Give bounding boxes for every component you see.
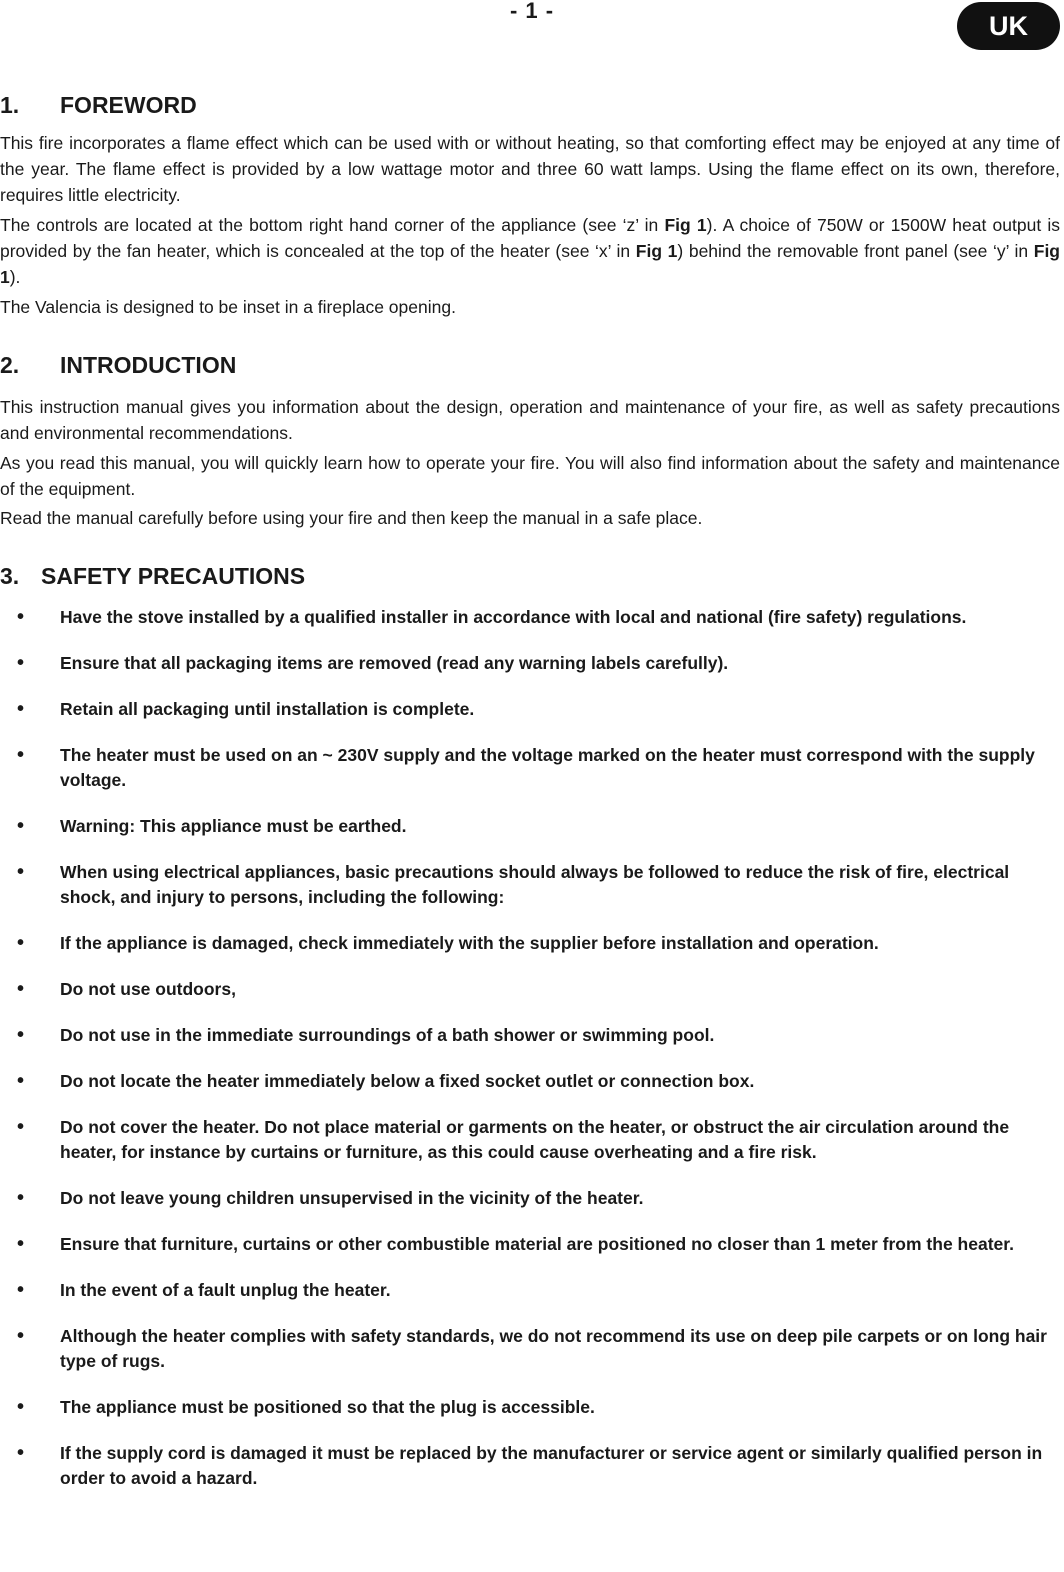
bullet-icon: • bbox=[17, 861, 25, 883]
safety-item-text: If the supply cord is damaged it must be replaced by the manufacturer or service agent or similarly qualified person in order to avoid a hazard. bbox=[60, 1443, 1043, 1488]
bullet-icon: • bbox=[17, 652, 25, 674]
safety-item bbox=[0, 743, 1060, 793]
safety-item-text: Although the heater complies with safety standards, we do not recommend its use on deep pile carpets or on long hair type of rugs. bbox=[60, 1326, 1047, 1371]
safety-item-text: Do not cover the heater. Do not place material or garments on the heater, or obstruct the air circulation around the heater, for instance by curtains or furniture, as this could cause overheating and a fire risk. bbox=[60, 1117, 1010, 1162]
bullet-icon: • bbox=[17, 978, 25, 1000]
safety-precautions-list bbox=[0, 605, 1060, 1512]
section-heading-introduction bbox=[0, 352, 236, 379]
safety-item bbox=[0, 1278, 1060, 1303]
bullet-icon: • bbox=[17, 932, 25, 954]
safety-item bbox=[0, 977, 1060, 1002]
safety-item bbox=[0, 1395, 1060, 1420]
safety-item-text: In the event of a fault unplug the heater. bbox=[60, 1280, 391, 1300]
section-number: 2. bbox=[0, 352, 20, 378]
introduction-paragraph-2: As you read this manual, you will quickly learn how to operate your fire. You will also find information about the safety and maintenance of the equipment. bbox=[0, 453, 1060, 499]
safety-item bbox=[0, 1069, 1060, 1094]
safety-item bbox=[0, 1324, 1060, 1374]
safety-item-text: Do not use outdoors, bbox=[60, 979, 236, 999]
section-heading-safety bbox=[0, 563, 305, 590]
safety-item-text: The appliance must be positioned so that the plug is accessible. bbox=[60, 1397, 595, 1417]
safety-item-text: Do not locate the heater immediately below a fixed socket outlet or connection box. bbox=[60, 1071, 755, 1091]
foreword-paragraph-1: This fire incorporates a flame effect which can be used with or without heating, so that comforting effect may be enjoyed at any time of the year. The flame effect is provided by a low wattage motor and three 60 watt lamps. Using the flame effect on its own, therefore, requires little electricity. bbox=[0, 133, 1060, 205]
safety-item bbox=[0, 1115, 1060, 1165]
safety-item-text: Warning: This appliance must be earthed. bbox=[60, 816, 407, 836]
text-run: ) behind the removable front panel (see ‘y’ in bbox=[677, 241, 1034, 261]
section-title: FOREWORD bbox=[60, 92, 197, 118]
text-run: ). bbox=[9, 267, 21, 287]
safety-item bbox=[0, 1441, 1060, 1491]
safety-item-text: Retain all packaging until installation is complete. bbox=[60, 699, 475, 719]
safety-item-text: When using electrical appliances, basic precautions should always be followed to reduce the risk of fire, electrical shock, and injury to persons, including the following: bbox=[60, 862, 1010, 907]
introduction-paragraph-1: This instruction manual gives you information about the design, operation and maintenance of your fire, as well as safety precautions and environmental recommendations. bbox=[0, 397, 1060, 443]
bullet-icon: • bbox=[17, 698, 25, 720]
safety-item bbox=[0, 814, 1060, 839]
safety-item-text: Ensure that furniture, curtains or other combustible material are positioned no closer than 1 meter from the heater. bbox=[60, 1234, 1014, 1254]
bullet-icon: • bbox=[17, 1024, 25, 1046]
page-number: - 1 - bbox=[509, 0, 555, 23]
text-run: ). A choice of 750W or 1500W heat output is provided by the fan heater, which is concealed at the top of the heater (see ‘x’ in bbox=[0, 215, 1060, 261]
safety-item-text: Ensure that all packaging items are removed (read any warning labels carefully). bbox=[60, 653, 729, 673]
safety-item bbox=[0, 1186, 1060, 1211]
language-badge: UK bbox=[957, 2, 1060, 50]
section-number: 3. bbox=[0, 563, 20, 589]
bullet-icon: • bbox=[17, 1187, 25, 1209]
safety-item bbox=[0, 697, 1060, 722]
safety-item-text: If the appliance is damaged, check immediately with the supplier before installation and operation. bbox=[60, 933, 879, 953]
introduction-paragraph-3: Read the manual carefully before using your fire and then keep the manual in a safe place. bbox=[0, 508, 703, 528]
bullet-icon: • bbox=[17, 606, 25, 628]
bullet-icon: • bbox=[17, 1070, 25, 1092]
bullet-icon: • bbox=[17, 1233, 25, 1255]
section-title: SAFETY PRECAUTIONS bbox=[41, 563, 306, 589]
figure-reference: Fig 1 bbox=[635, 241, 678, 261]
safety-item-text: Have the stove installed by a qualified installer in accordance with local and national (fire safety) regulations. bbox=[60, 607, 967, 627]
bullet-icon: • bbox=[17, 1116, 25, 1138]
text-run: The controls are located at the bottom right hand corner of the appliance (see ‘z’ in bbox=[0, 215, 665, 235]
safety-item-text: Do not leave young children unsupervised in the vicinity of the heater. bbox=[60, 1188, 644, 1208]
bullet-icon: • bbox=[17, 1325, 25, 1347]
foreword-paragraph-3: The Valencia is designed to be inset in a fireplace opening. bbox=[0, 297, 456, 317]
safety-item-text: The heater must be used on an ~ 230V supply and the voltage marked on the heater must correspond with the supply voltage. bbox=[60, 745, 1035, 790]
section-number: 1. bbox=[0, 92, 20, 118]
section-heading-foreword bbox=[0, 92, 197, 119]
safety-item-text: Do not use in the immediate surroundings of a bath shower or swimming pool. bbox=[60, 1025, 715, 1045]
bullet-icon: • bbox=[17, 815, 25, 837]
safety-item bbox=[0, 1232, 1060, 1257]
section-title: INTRODUCTION bbox=[60, 352, 237, 378]
foreword-paragraph-2 bbox=[0, 212, 1060, 290]
safety-item bbox=[0, 931, 1060, 956]
safety-item bbox=[0, 1023, 1060, 1048]
bullet-icon: • bbox=[17, 1396, 25, 1418]
safety-item bbox=[0, 860, 1060, 910]
figure-reference: Fig 1 bbox=[0, 241, 1060, 287]
safety-item bbox=[0, 605, 1060, 630]
bullet-icon: • bbox=[17, 1279, 25, 1301]
figure-reference: Fig 1 bbox=[664, 215, 707, 235]
bullet-icon: • bbox=[17, 744, 25, 766]
safety-item bbox=[0, 651, 1060, 676]
bullet-icon: • bbox=[17, 1442, 25, 1464]
